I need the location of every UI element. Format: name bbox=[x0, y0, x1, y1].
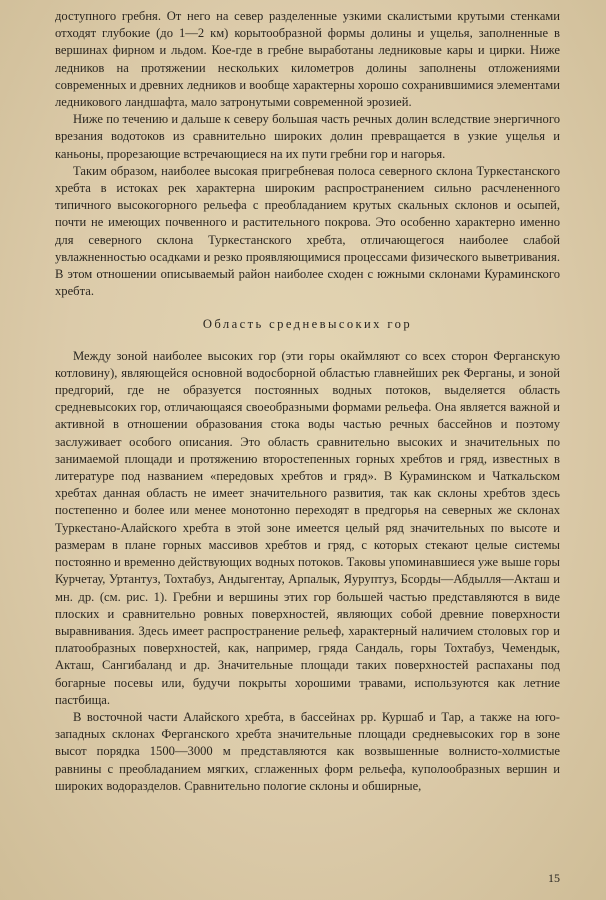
paragraph: доступного гребня. От него на север разделенные узкими скалистыми крутыми стенками отходят глубокие (до 1—2 км) корытообразной формы долины и ущелья, заполненные в вершинах фирном и льдом. Кое-где в гребне выработаны ледниковые кары и цирки. Ниже ледников на протяжении нескольких километров долины заполнены отложениями современных и древних ледников и вообще характерны хорошо сохранившимися элементами ледникового ландшафта, мало затронутыми современной эрозией. bbox=[55, 9, 560, 110]
page-number: 15 bbox=[548, 871, 560, 885]
paragraph: Ниже по течению и дальше к северу большая часть речных долин вследствие энергичного врезания водотоков из сравнительно широких долин превращается в узкие ущелья и каньоны, прорезающие встречающиеся на их пути гребни гор и нагорья. bbox=[55, 112, 560, 161]
paragraph: В восточной части Алайского хребта, в бассейнах рр. Куршаб и Тар, а также на юго-западных склонах Ферганского хребта значительные площади средневысоких гор в зоне высот порядка 1500—3000 м представляются как возвышенные волнисто-холмистые равнины с преобладанием мягких, сглаженных форм рельефа, куполообразных вершин и широких водоразделов. Сравнительно пологие склоны и обширные, bbox=[55, 709, 560, 793]
paragraph: Таким образом, наиболее высокая пригребневая полоса северного склона Туркестанского хребта в истоках рек характерна широким распространением сильно расчлененного типичного высокогорного рельефа с преобладанием крутых скальных склонов и осыпей, почти не имеющих почвенного и растительного покрова. Это особенно характерно именно для северного склона Туркестанского хребта, отличающегося наиболее слабой увлажненностью осадками и резко проявляющимися процессами физического выветривания. В этом отношении описываемый район наиболее сходен с южными склонами Кураминского хребта. bbox=[55, 163, 560, 299]
paragraph: Между зоной наиболее высоких гор (эти горы окаймляют со всех сторон Ферганскую котловину), являющейся основной водосборной областью главнейших рек Ферганы, и зоной предгорий, где не образуется постоянных водных потоков, выделяется область средневысоких гор, отличающаяся своеобразными формами рельефа. Она является важной и активной в отношении образования стока воды частью речных бассейнов и поэтому заслуживает особого описания. Это область сравнительно высоких и значительных по занимаемой площади и протяжению второстепенных горных хребтов и гряд, известных в литературе под названием «передовых хребтов и гряд». В Кураминском и Чаткальском хребтах данная область не имеет значительного развития, так как склоны хребтов здесь постепенно и более или менее монотонно переходят в предгорья на северных же склонах Туркестано-Алайского хребта в этой зоне имеется целый ряд значительных по высоте и размерам в плане горных массивов хребтов и гряд, с которых стекают целые системы постоянно и временно действующих водных потоков. Таковы упоминавшиеся уже выше горы Курчетау, Уртантуз, Тохтабуз, Андыгентау, Арпалык, Яуруптуз, Бсорды—Абдылля—Акташ и мн. др. (см. рис. 1). Гребни и вершины этих гор большей частью представляются в виде плоских и сравнительно ровных поверхностей, являющих собой древние поверхности выравнивания. Здесь имеет распространение рельеф, характерный наличием столовых гор и платообразных поверхностей, как, например, гряда Сандаль, горы Тохтабуз, Чемендык, Акташ, Сангибаланд и др. Значительные площади таких поверхностей распаханы под богарные посевы или, будучи покрыты хорошими травами, используются как летние пастбища. bbox=[55, 348, 560, 707]
section-heading: Область средневысоких гор bbox=[202, 317, 413, 332]
bottom-text-block bbox=[55, 348, 560, 795]
top-text-block bbox=[55, 8, 560, 300]
